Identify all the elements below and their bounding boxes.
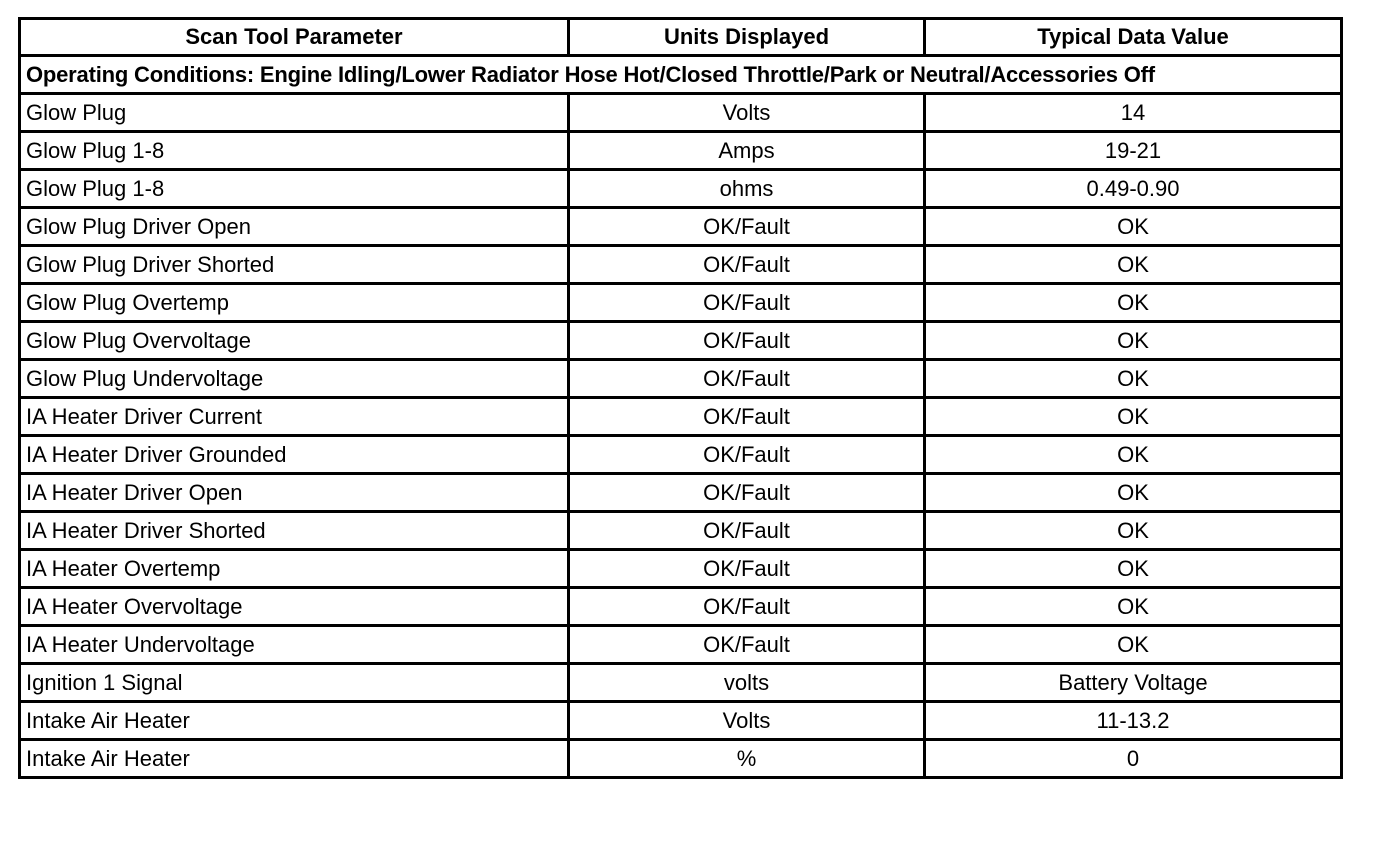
cell-units: OK/Fault — [569, 550, 925, 588]
table-row — [20, 246, 1342, 284]
table-row — [20, 664, 1342, 702]
table-row — [20, 550, 1342, 588]
table-row — [20, 284, 1342, 322]
cell-units: OK/Fault — [569, 436, 925, 474]
cell-typical-value: OK — [925, 284, 1342, 322]
cell-typical-value: OK — [925, 550, 1342, 588]
table-row — [20, 398, 1342, 436]
cell-typical-value: OK — [925, 436, 1342, 474]
cell-units: OK/Fault — [569, 512, 925, 550]
header-units-displayed: Units Displayed — [569, 19, 925, 56]
cell-typical-value: 11-13.2 — [925, 702, 1342, 740]
cell-typical-value: 14 — [925, 94, 1342, 132]
cell-parameter: Glow Plug Overtemp — [20, 284, 569, 322]
cell-parameter: Glow Plug Driver Shorted — [20, 246, 569, 284]
table-row — [20, 512, 1342, 550]
cell-typical-value: OK — [925, 626, 1342, 664]
cell-units: OK/Fault — [569, 474, 925, 512]
header-row — [20, 19, 1342, 56]
cell-units: ohms — [569, 170, 925, 208]
cell-parameter: Glow Plug 1-8 — [20, 170, 569, 208]
table-row — [20, 626, 1342, 664]
table-row — [20, 360, 1342, 398]
cell-typical-value: OK — [925, 360, 1342, 398]
cell-typical-value: OK — [925, 322, 1342, 360]
cell-parameter: IA Heater Driver Current — [20, 398, 569, 436]
table-row — [20, 170, 1342, 208]
cell-units: volts — [569, 664, 925, 702]
cell-units: Amps — [569, 132, 925, 170]
cell-units: OK/Fault — [569, 398, 925, 436]
cell-parameter: IA Heater Overvoltage — [20, 588, 569, 626]
cell-typical-value: 0.49-0.90 — [925, 170, 1342, 208]
table-row — [20, 588, 1342, 626]
cell-typical-value: OK — [925, 208, 1342, 246]
cell-units: OK/Fault — [569, 246, 925, 284]
cell-units: OK/Fault — [569, 208, 925, 246]
table-row — [20, 436, 1342, 474]
cell-parameter: IA Heater Overtemp — [20, 550, 569, 588]
cell-typical-value: OK — [925, 246, 1342, 284]
cell-parameter: IA Heater Driver Shorted — [20, 512, 569, 550]
cell-parameter: Intake Air Heater — [20, 740, 569, 778]
cell-typical-value: OK — [925, 588, 1342, 626]
cell-units: Volts — [569, 94, 925, 132]
operating-conditions-row — [20, 56, 1342, 94]
cell-units: % — [569, 740, 925, 778]
cell-parameter: IA Heater Driver Open — [20, 474, 569, 512]
cell-typical-value: 19-21 — [925, 132, 1342, 170]
cell-parameter: Intake Air Heater — [20, 702, 569, 740]
cell-units: OK/Fault — [569, 284, 925, 322]
operating-conditions: Operating Conditions: Engine Idling/Lower Radiator Hose Hot/Closed Throttle/Park or Neutral/Accessories Off — [20, 56, 1342, 94]
header-scan-tool-parameter: Scan Tool Parameter — [20, 19, 569, 56]
cell-parameter: Glow Plug — [20, 94, 569, 132]
cell-typical-value: OK — [925, 512, 1342, 550]
table-row — [20, 208, 1342, 246]
cell-parameter: Glow Plug Undervoltage — [20, 360, 569, 398]
header-typical-data-value: Typical Data Value — [925, 19, 1342, 56]
table-row — [20, 322, 1342, 360]
cell-typical-value: 0 — [925, 740, 1342, 778]
table-row — [20, 94, 1342, 132]
cell-parameter: Glow Plug Overvoltage — [20, 322, 569, 360]
cell-parameter: IA Heater Undervoltage — [20, 626, 569, 664]
cell-parameter: IA Heater Driver Grounded — [20, 436, 569, 474]
scan-tool-data-table — [18, 17, 1343, 779]
cell-units: OK/Fault — [569, 626, 925, 664]
cell-typical-value: OK — [925, 474, 1342, 512]
cell-units: OK/Fault — [569, 360, 925, 398]
cell-parameter: Glow Plug Driver Open — [20, 208, 569, 246]
cell-typical-value: Battery Voltage — [925, 664, 1342, 702]
cell-units: OK/Fault — [569, 322, 925, 360]
table-row — [20, 474, 1342, 512]
cell-typical-value: OK — [925, 398, 1342, 436]
table-row — [20, 740, 1342, 778]
cell-units: Volts — [569, 702, 925, 740]
cell-units: OK/Fault — [569, 588, 925, 626]
table-row — [20, 132, 1342, 170]
cell-parameter: Ignition 1 Signal — [20, 664, 569, 702]
table-row — [20, 702, 1342, 740]
cell-parameter: Glow Plug 1-8 — [20, 132, 569, 170]
